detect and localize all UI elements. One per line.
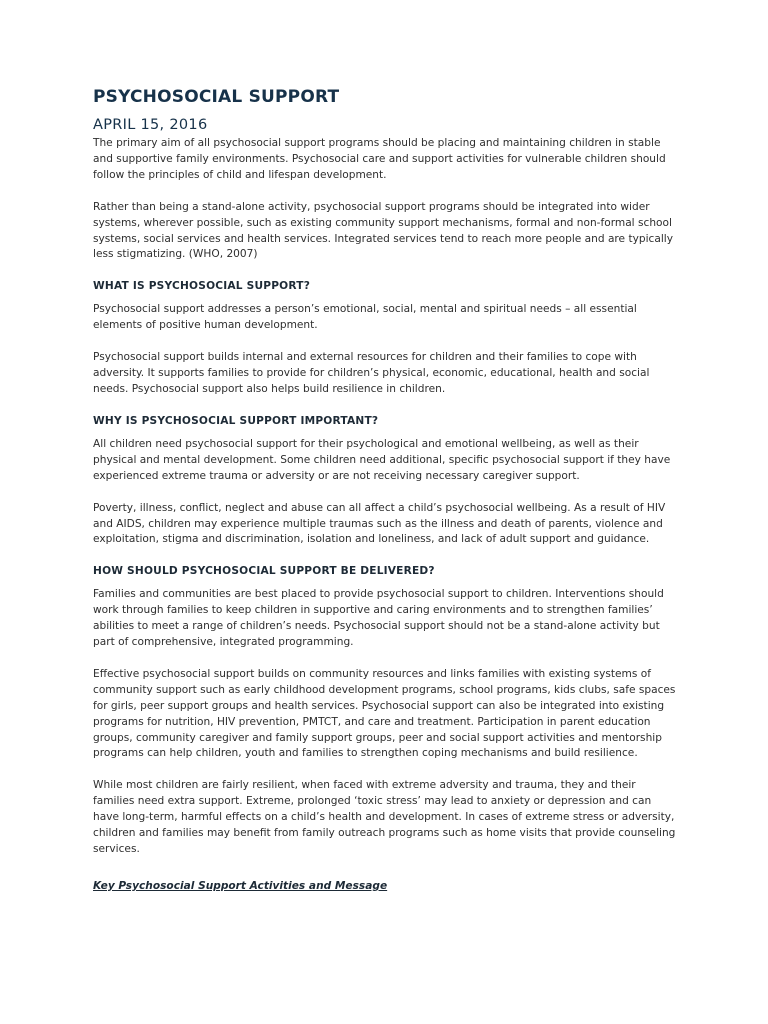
section-paragraph: Effective psychosocial support builds on community resources and links families with existing systems of community support such as early childhood development programs, school programs, kids clubs, safe spaces for girls, peer support groups and health services. Psychosocial support can also be integrated into existing programs for nutrition, HIV prevention, PMTCT, and care and treatment. Participation in parent education groups, community caregiver and family support groups, peer and social support activities and mentorship programs can help children, youth and families to strengthen coping mechanisms and build resilience. [93,667,676,760]
section-paragraph: Poverty, illness, conflict, neglect and abuse can all affect a child’s psychosocial wellbeing. As a result of HIV and AIDS, children may experience multiple traumas such as the illness and death of parents, violence and exploitation, stigma and discrimination, isolation and loneliness, and lack of adult support and guidance. [93,501,666,546]
publish-date: APRIL 15, 2016 [93,117,208,133]
intro-paragraph: The primary aim of all psychosocial support programs should be placing and maintaining children in stable and supportive family environments. Psychosocial care and support activities for vulnerable children should follow the principles of child and lifespan development. [93,137,666,181]
section-heading-how: HOW SHOULD PSYCHOSOCIAL SUPPORT BE DELIVERED? [93,565,435,578]
section-paragraph: Families and communities are best placed to provide psychosocial support to children. Interventions should work through families to keep children in supportive and caring environments and to strengthen families’ abilities to meet a range of children’s needs. Psychosocial support should not be a stand-alone activity but part of comprehensive, integrated programming. [93,588,664,649]
section-heading-what: WHAT IS PSYCHOSOCIAL SUPPORT? [93,280,311,293]
document-page [93,86,678,893]
intro-paragraph: Rather than being a stand-alone activity, psychosocial support programs should be integrated into wider systems, wherever possible, such as existing community support mechanisms, formal and non-formal school systems, social services and health services. Integrated services tend to reach more people and are typically less stigmatizing. (WHO, 2007) [93,200,674,261]
key-activities-link[interactable]: Key Psychosocial Support Activities and Message [93,879,388,892]
section-paragraph: All children need psychosocial support for their psychological and emotional wellbeing, as well as their physical and mental development. Some children need additional, specific psychosocial support if they have experienced extreme trauma or adversity or are not receiving necessary caregiver support. [93,437,671,482]
section-heading-why: WHY IS PSYCHOSOCIAL SUPPORT IMPORTANT? [93,414,379,427]
section-paragraph: While most children are fairly resilient, when faced with extreme adversity and trauma, they and their families need extra support. Extreme, prolonged ‘toxic stress’ may lead to anxiety or depression and can have long-term, harmful effects on a child’s health and development. In cases of extreme stress or adversity, children and families may benefit from family outreach programs such as home visits that provide counseling services. [93,779,676,855]
section-paragraph: Psychosocial support addresses a person’s emotional, social, mental and spiritual needs – all essential elements of positive human development. [93,303,637,332]
section-paragraph: Psychosocial support builds internal and external resources for children and their families to cope with adversity. It supports families to provide for children’s physical, economic, educational, health and social needs. Psychosocial support also helps build resilience in children. [93,351,650,395]
page-title: PSYCHOSOCIAL SUPPORT [93,87,340,107]
